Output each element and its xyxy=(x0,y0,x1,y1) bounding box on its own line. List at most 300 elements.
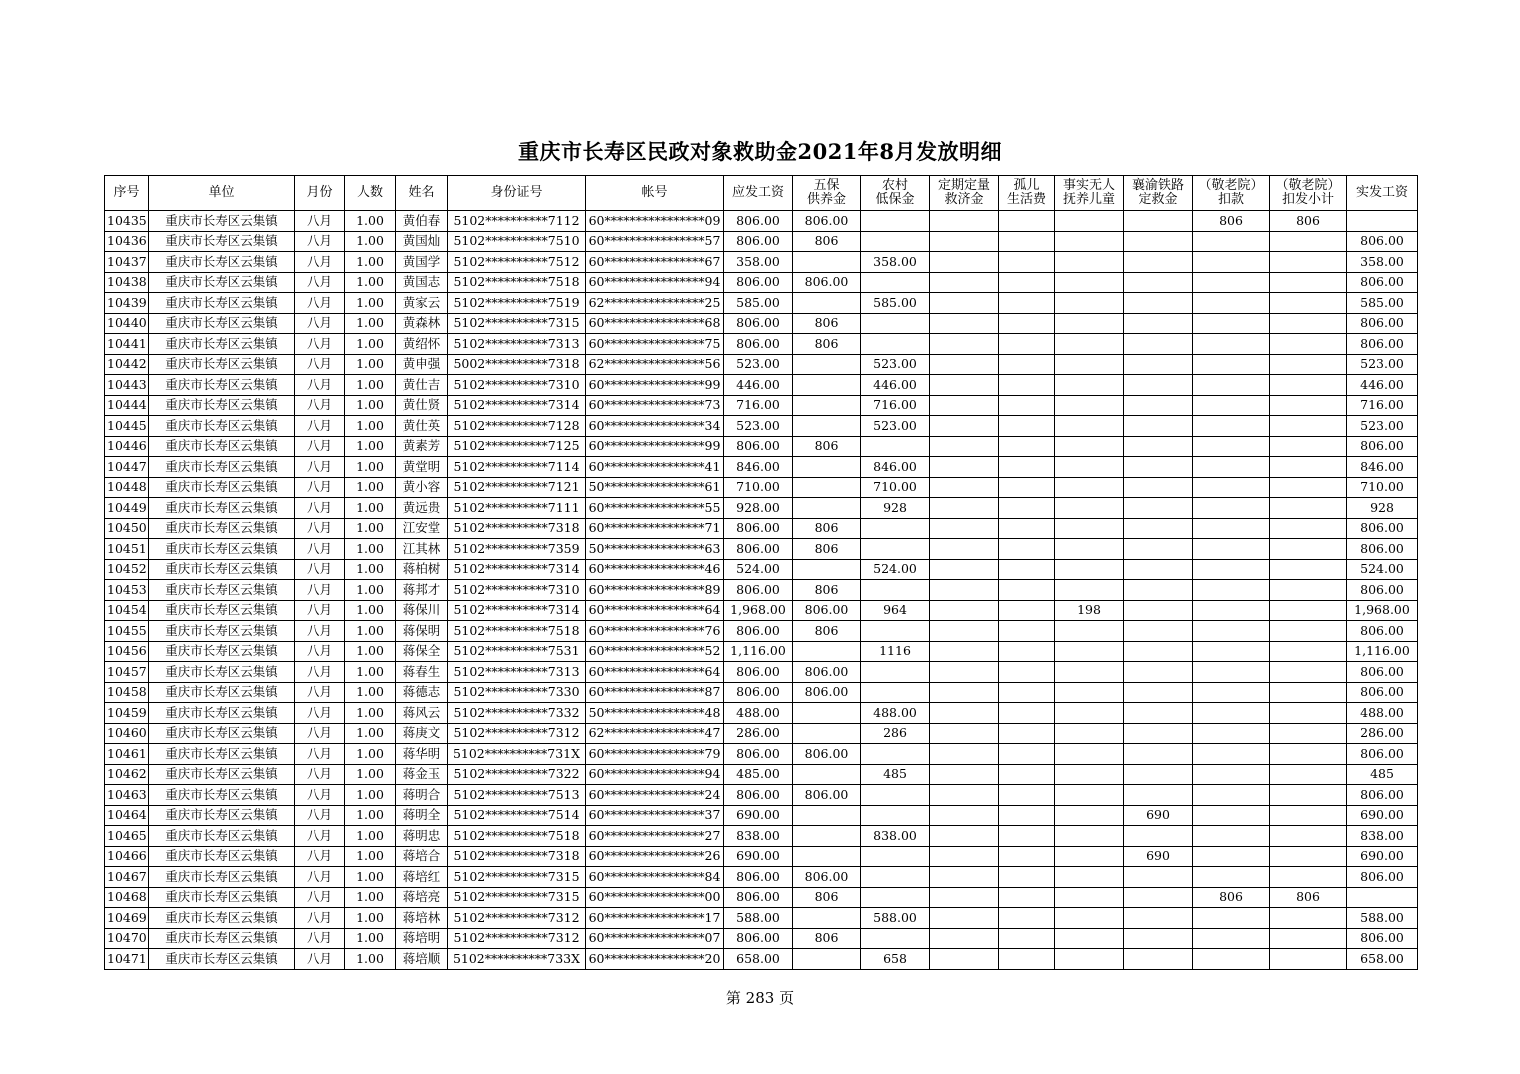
table-cell xyxy=(793,477,861,498)
table-cell: 蒋明合 xyxy=(396,785,448,806)
table-row xyxy=(105,887,1418,908)
table-cell: 806.00 xyxy=(724,539,793,560)
table-cell xyxy=(999,252,1055,273)
table-cell: 60****************00 xyxy=(586,887,724,908)
table-cell: 1.00 xyxy=(345,375,396,396)
table-cell: 60****************94 xyxy=(586,764,724,785)
table-cell: 806 xyxy=(793,436,861,457)
table-cell xyxy=(930,477,999,498)
table-cell: 446.00 xyxy=(1347,375,1418,396)
table-cell: 5102**********7313 xyxy=(448,662,586,683)
table-cell: 5102**********7314 xyxy=(448,600,586,621)
table-cell xyxy=(930,641,999,662)
table-cell xyxy=(930,416,999,437)
table-cell xyxy=(999,723,1055,744)
table-cell xyxy=(861,231,930,252)
table-cell xyxy=(1270,518,1347,539)
table-cell: 806 xyxy=(793,539,861,560)
table-cell: 1.00 xyxy=(345,867,396,888)
table-cell: 62****************25 xyxy=(586,293,724,314)
table-cell: 10459 xyxy=(105,703,149,724)
table-cell: 5102**********7322 xyxy=(448,764,586,785)
table-cell: 重庆市长寿区云集镇 xyxy=(149,887,295,908)
table-cell: 5102**********731X xyxy=(448,744,586,765)
table-cell xyxy=(1124,723,1193,744)
table-cell: 838.00 xyxy=(1347,826,1418,847)
table-cell: 60****************34 xyxy=(586,416,724,437)
table-cell: 蒋明全 xyxy=(396,805,448,826)
table-cell xyxy=(1055,703,1124,724)
table-cell xyxy=(1124,600,1193,621)
table-cell xyxy=(1124,580,1193,601)
table-cell: 806.00 xyxy=(793,211,861,232)
table-cell: 黄国志 xyxy=(396,272,448,293)
table-row xyxy=(105,949,1418,970)
table-cell xyxy=(861,211,930,232)
table-cell xyxy=(861,928,930,949)
table-cell: 60****************41 xyxy=(586,457,724,478)
table-cell: 八月 xyxy=(295,928,345,949)
table-cell: 重庆市长寿区云集镇 xyxy=(149,211,295,232)
table-cell xyxy=(1055,293,1124,314)
table-cell xyxy=(1193,395,1270,416)
table-cell: 蒋保川 xyxy=(396,600,448,621)
table-cell xyxy=(1055,641,1124,662)
column-header-text: 月份 xyxy=(306,185,333,200)
table-cell: 5102**********7518 xyxy=(448,272,586,293)
table-cell: 806.00 xyxy=(793,682,861,703)
table-cell: 60****************76 xyxy=(586,621,724,642)
table-cell xyxy=(1193,498,1270,519)
table-cell xyxy=(1193,682,1270,703)
table-cell: 488.00 xyxy=(1347,703,1418,724)
table-cell: 重庆市长寿区云集镇 xyxy=(149,949,295,970)
table-cell: 806 xyxy=(793,928,861,949)
table-cell: 10455 xyxy=(105,621,149,642)
table-cell xyxy=(1270,252,1347,273)
table-cell xyxy=(861,805,930,826)
table-cell xyxy=(1055,354,1124,375)
table-cell xyxy=(1270,539,1347,560)
table-cell: 446.00 xyxy=(724,375,793,396)
table-cell: 60****************20 xyxy=(586,949,724,970)
column-header xyxy=(793,176,861,211)
table-cell: 1.00 xyxy=(345,272,396,293)
table-cell: 806.00 xyxy=(1347,313,1418,334)
column-header-text: 生活费 xyxy=(1006,192,1046,207)
column-header-text: 姓名 xyxy=(408,185,435,200)
table-cell: 10458 xyxy=(105,682,149,703)
table-cell: 10442 xyxy=(105,354,149,375)
table-cell: 蒋庚文 xyxy=(396,723,448,744)
table-cell xyxy=(999,785,1055,806)
column-header-text: 供养金 xyxy=(806,192,846,207)
table-cell xyxy=(1193,272,1270,293)
table-row xyxy=(105,313,1418,334)
table-row xyxy=(105,641,1418,662)
table-cell: 716.00 xyxy=(724,395,793,416)
table-cell xyxy=(793,764,861,785)
column-header-text: （敬老院） xyxy=(1275,178,1341,193)
table-cell: 60****************67 xyxy=(586,252,724,273)
table-cell: 806.00 xyxy=(793,272,861,293)
table-cell xyxy=(930,723,999,744)
table-cell xyxy=(930,231,999,252)
table-cell: 60****************09 xyxy=(586,211,724,232)
table-cell: 5102**********7315 xyxy=(448,867,586,888)
table-cell xyxy=(1193,477,1270,498)
table-cell: 八月 xyxy=(295,231,345,252)
table-row xyxy=(105,231,1418,252)
table-cell xyxy=(930,375,999,396)
table-cell xyxy=(1055,375,1124,396)
column-header xyxy=(1055,176,1124,211)
table-cell xyxy=(999,621,1055,642)
table-cell: 806.00 xyxy=(1347,539,1418,560)
table-cell xyxy=(1270,580,1347,601)
table-cell: 60****************73 xyxy=(586,395,724,416)
table-cell xyxy=(930,457,999,478)
table-cell: 1.00 xyxy=(345,395,396,416)
table-cell xyxy=(1055,231,1124,252)
table-cell xyxy=(999,498,1055,519)
table-cell: 重庆市长寿区云集镇 xyxy=(149,252,295,273)
table-cell xyxy=(1055,334,1124,355)
table-cell xyxy=(861,539,930,560)
table-cell: 5102**********7114 xyxy=(448,457,586,478)
table-cell: 黄伯春 xyxy=(396,211,448,232)
table-cell: 江其林 xyxy=(396,539,448,560)
table-cell xyxy=(1193,313,1270,334)
table-row xyxy=(105,457,1418,478)
table-cell: 846.00 xyxy=(861,457,930,478)
table-cell xyxy=(1193,416,1270,437)
table-cell: 485 xyxy=(1347,764,1418,785)
table-cell: 928 xyxy=(861,498,930,519)
table-cell: 5102**********7330 xyxy=(448,682,586,703)
table-cell xyxy=(999,293,1055,314)
table-cell: 江安堂 xyxy=(396,518,448,539)
column-header-text: 抚养儿童 xyxy=(1062,192,1115,207)
table-cell xyxy=(1124,621,1193,642)
table-cell xyxy=(1193,518,1270,539)
column-header xyxy=(930,176,999,211)
table-cell xyxy=(793,457,861,478)
relief-payment-table xyxy=(104,175,1418,970)
table-cell: 1.00 xyxy=(345,600,396,621)
table-cell: 710.00 xyxy=(724,477,793,498)
table-cell xyxy=(1055,498,1124,519)
column-header-text: 救济金 xyxy=(944,192,984,207)
table-cell: 5102**********7359 xyxy=(448,539,586,560)
table-cell: 八月 xyxy=(295,211,345,232)
table-cell xyxy=(861,744,930,765)
table-cell: 806 xyxy=(793,334,861,355)
table-cell xyxy=(793,498,861,519)
table-cell: 806.00 xyxy=(724,231,793,252)
table-cell: 黄堂明 xyxy=(396,457,448,478)
table-cell: 1,116.00 xyxy=(1347,641,1418,662)
page-title: 重庆市长寿区民政对象救助金2021年8月发放明细 xyxy=(517,139,1003,164)
table-cell: 806.00 xyxy=(1347,436,1418,457)
table-cell: 重庆市长寿区云集镇 xyxy=(149,559,295,580)
table-cell xyxy=(1055,744,1124,765)
table-cell: 716.00 xyxy=(1347,395,1418,416)
table-cell: 八月 xyxy=(295,580,345,601)
table-cell: 重庆市长寿区云集镇 xyxy=(149,334,295,355)
table-cell: 10462 xyxy=(105,764,149,785)
table-cell: 重庆市长寿区云集镇 xyxy=(149,272,295,293)
table-cell: 60****************37 xyxy=(586,805,724,826)
table-cell xyxy=(1124,477,1193,498)
table-cell xyxy=(1124,518,1193,539)
table-cell: 60****************24 xyxy=(586,785,724,806)
table-cell: 60****************57 xyxy=(586,231,724,252)
table-cell: 1.00 xyxy=(345,231,396,252)
table-cell xyxy=(1055,272,1124,293)
table-cell xyxy=(1124,354,1193,375)
table-cell: 5102**********7313 xyxy=(448,334,586,355)
table-cell: 5102**********7312 xyxy=(448,908,586,929)
table-cell: 重庆市长寿区云集镇 xyxy=(149,785,295,806)
table-cell xyxy=(999,805,1055,826)
table-cell xyxy=(1193,457,1270,478)
table-cell: 重庆市长寿区云集镇 xyxy=(149,723,295,744)
table-cell: 690.00 xyxy=(724,805,793,826)
table-cell xyxy=(1124,887,1193,908)
table-cell: 10469 xyxy=(105,908,149,929)
table-cell xyxy=(999,846,1055,867)
table-cell xyxy=(1270,436,1347,457)
table-cell: 5102**********7514 xyxy=(448,805,586,826)
table-cell xyxy=(1124,785,1193,806)
table-cell xyxy=(1055,805,1124,826)
table-cell: 806.00 xyxy=(724,621,793,642)
table-cell xyxy=(1193,559,1270,580)
table-cell: 5102**********7315 xyxy=(448,313,586,334)
table-row xyxy=(105,928,1418,949)
table-cell xyxy=(1193,662,1270,683)
table-cell xyxy=(1193,764,1270,785)
table-cell: 重庆市长寿区云集镇 xyxy=(149,395,295,416)
table-cell xyxy=(930,559,999,580)
table-cell xyxy=(1193,231,1270,252)
table-cell xyxy=(1270,826,1347,847)
table-cell: 5102**********7121 xyxy=(448,477,586,498)
table-cell: 1.00 xyxy=(345,887,396,908)
table-cell xyxy=(1124,436,1193,457)
table-cell: 524.00 xyxy=(724,559,793,580)
table-cell xyxy=(1124,498,1193,519)
table-cell xyxy=(999,457,1055,478)
table-cell xyxy=(1055,887,1124,908)
table-cell xyxy=(1055,457,1124,478)
table-cell xyxy=(793,416,861,437)
table-cell xyxy=(999,477,1055,498)
column-header xyxy=(396,176,448,211)
table-row xyxy=(105,334,1418,355)
column-header-text: 身份证号 xyxy=(490,185,543,200)
table-cell xyxy=(1270,785,1347,806)
table-cell: 1.00 xyxy=(345,723,396,744)
table-cell: 710.00 xyxy=(1347,477,1418,498)
table-cell: 5102**********7310 xyxy=(448,580,586,601)
table-cell xyxy=(999,539,1055,560)
table-row xyxy=(105,211,1418,232)
table-row xyxy=(105,908,1418,929)
table-cell: 1,968.00 xyxy=(724,600,793,621)
table-cell: 5102**********7531 xyxy=(448,641,586,662)
table-cell: 重庆市长寿区云集镇 xyxy=(149,416,295,437)
table-cell xyxy=(1270,764,1347,785)
table-cell: 5102**********7512 xyxy=(448,252,586,273)
table-cell xyxy=(793,703,861,724)
table-cell: 690 xyxy=(1124,805,1193,826)
table-cell xyxy=(1193,580,1270,601)
table-cell: 八月 xyxy=(295,477,345,498)
table-cell: 1.00 xyxy=(345,313,396,334)
table-cell: 1.00 xyxy=(345,641,396,662)
table-cell xyxy=(1270,744,1347,765)
table-cell xyxy=(1055,662,1124,683)
table-cell xyxy=(999,354,1055,375)
table-cell xyxy=(861,621,930,642)
table-cell: 806 xyxy=(793,518,861,539)
table-cell xyxy=(930,928,999,949)
table-cell: 蒋培顺 xyxy=(396,949,448,970)
table-cell: 806.00 xyxy=(724,744,793,765)
column-header-text: 帐号 xyxy=(641,185,668,200)
table-cell xyxy=(1347,887,1418,908)
table-cell: 10447 xyxy=(105,457,149,478)
column-header xyxy=(724,176,793,211)
table-row xyxy=(105,580,1418,601)
table-cell: 重庆市长寿区云集镇 xyxy=(149,662,295,683)
table-cell: 806.00 xyxy=(1347,231,1418,252)
table-cell: 806 xyxy=(793,580,861,601)
table-cell xyxy=(930,334,999,355)
table-cell xyxy=(999,662,1055,683)
table-cell: 重庆市长寿区云集镇 xyxy=(149,826,295,847)
table-cell xyxy=(999,334,1055,355)
table-cell: 重庆市长寿区云集镇 xyxy=(149,436,295,457)
table-row xyxy=(105,416,1418,437)
table-cell: 重庆市长寿区云集镇 xyxy=(149,354,295,375)
table-cell: 重庆市长寿区云集镇 xyxy=(149,477,295,498)
table-cell xyxy=(1347,211,1418,232)
table-cell xyxy=(1270,949,1347,970)
table-cell: 重庆市长寿区云集镇 xyxy=(149,600,295,621)
table-cell xyxy=(1055,682,1124,703)
table-cell: 5102**********7510 xyxy=(448,231,586,252)
table-cell xyxy=(1193,293,1270,314)
table-cell: 重庆市长寿区云集镇 xyxy=(149,580,295,601)
table-cell: 重庆市长寿区云集镇 xyxy=(149,908,295,929)
column-header xyxy=(1270,176,1347,211)
table-cell: 八月 xyxy=(295,313,345,334)
table-cell: 286.00 xyxy=(1347,723,1418,744)
column-header-text: 襄渝铁路 xyxy=(1131,178,1184,193)
table-cell: 5102**********7318 xyxy=(448,518,586,539)
table-cell: 1.00 xyxy=(345,518,396,539)
table-cell: 806.00 xyxy=(724,313,793,334)
table-cell: 806.00 xyxy=(724,682,793,703)
table-cell: 1.00 xyxy=(345,805,396,826)
table-cell: 806.00 xyxy=(724,580,793,601)
table-cell: 806.00 xyxy=(1347,928,1418,949)
table-cell xyxy=(1124,744,1193,765)
column-header xyxy=(861,176,930,211)
table-cell xyxy=(1124,272,1193,293)
table-cell: 八月 xyxy=(295,723,345,744)
table-cell: 446.00 xyxy=(861,375,930,396)
table-cell: 八月 xyxy=(295,457,345,478)
table-cell: 重庆市长寿区云集镇 xyxy=(149,498,295,519)
table-cell: 60****************46 xyxy=(586,559,724,580)
table-cell: 重庆市长寿区云集镇 xyxy=(149,641,295,662)
column-header-text: 低保金 xyxy=(875,192,915,207)
table-cell xyxy=(861,846,930,867)
table-cell xyxy=(1193,641,1270,662)
table-cell: 八月 xyxy=(295,539,345,560)
table-row xyxy=(105,559,1418,580)
table-cell: 710.00 xyxy=(861,477,930,498)
table-cell: 60****************55 xyxy=(586,498,724,519)
table-cell: 1.00 xyxy=(345,252,396,273)
table-cell xyxy=(1193,867,1270,888)
column-header xyxy=(1124,176,1193,211)
table-cell xyxy=(1124,375,1193,396)
column-header-text: 定期定量 xyxy=(937,178,990,193)
table-cell: 60****************17 xyxy=(586,908,724,929)
table-cell xyxy=(930,252,999,273)
table-cell xyxy=(930,703,999,724)
table-cell: 蒋柏树 xyxy=(396,559,448,580)
table-cell xyxy=(999,313,1055,334)
table-cell xyxy=(999,826,1055,847)
table-cell: 10440 xyxy=(105,313,149,334)
table-cell xyxy=(1055,580,1124,601)
table-cell: 蒋华明 xyxy=(396,744,448,765)
table-cell xyxy=(930,887,999,908)
table-cell xyxy=(999,231,1055,252)
table-cell: 5102**********7312 xyxy=(448,928,586,949)
table-cell xyxy=(1124,334,1193,355)
table-cell: 286.00 xyxy=(724,723,793,744)
table-cell: 806.00 xyxy=(724,334,793,355)
column-header-text: 五保 xyxy=(813,178,840,193)
table-cell xyxy=(793,723,861,744)
table-cell: 重庆市长寿区云集镇 xyxy=(149,846,295,867)
table-cell: 10446 xyxy=(105,436,149,457)
table-cell xyxy=(793,375,861,396)
table-cell: 806.00 xyxy=(724,887,793,908)
table-cell xyxy=(1193,785,1270,806)
table-cell: 蒋邦才 xyxy=(396,580,448,601)
table-cell: 690.00 xyxy=(724,846,793,867)
table-cell: 60****************07 xyxy=(586,928,724,949)
table-cell: 5102**********7310 xyxy=(448,375,586,396)
table-cell: 蒋金玉 xyxy=(396,764,448,785)
table-cell xyxy=(1124,867,1193,888)
table-cell xyxy=(793,908,861,929)
table-cell: 5102**********7314 xyxy=(448,395,586,416)
table-cell xyxy=(930,600,999,621)
column-header xyxy=(345,176,396,211)
table-cell: 八月 xyxy=(295,559,345,580)
table-cell xyxy=(1270,805,1347,826)
table-cell xyxy=(999,580,1055,601)
